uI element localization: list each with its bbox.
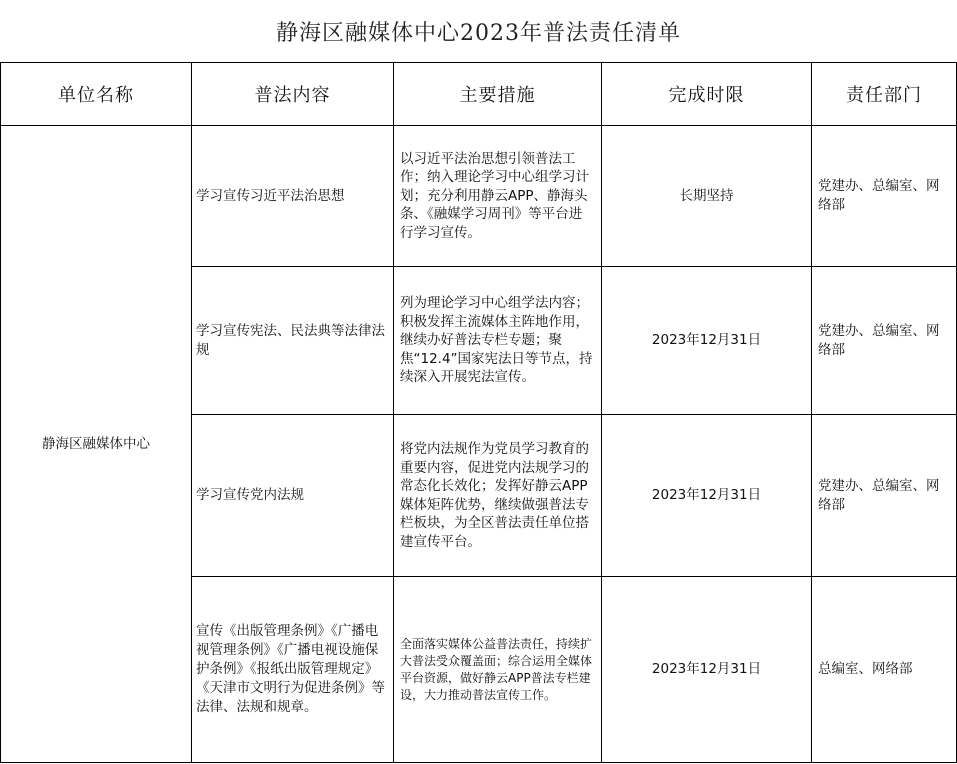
measures-cell: 列为理论学习中心组学法内容；积极发挥主流媒体主阵地作用，继续办好普法专栏专题；聚焦“12.4”国家宪法日等节点，持续深入开展宪法宣传。	[394, 267, 602, 415]
header-department: 责任部门	[812, 63, 957, 126]
header-measures: 主要措施	[394, 63, 602, 126]
document-title: 静海区融媒体中心2023年普法责任清单	[276, 20, 681, 46]
unit-name-cell: 静海区融媒体中心	[1, 126, 192, 763]
deadline-cell: 2023年12月31日	[602, 415, 812, 577]
table-row	[1, 126, 957, 267]
header-deadline: 完成时限	[602, 63, 812, 126]
department-cell: 总编室、网络部	[812, 577, 957, 763]
deadline-cell: 长期坚持	[602, 126, 812, 267]
responsibility-table	[0, 62, 957, 763]
content-cell: 学习宣传习近平法治思想	[192, 126, 394, 267]
deadline-cell: 2023年12月31日	[602, 267, 812, 415]
content-cell: 学习宣传党内法规	[192, 415, 394, 577]
content-cell: 学习宣传宪法、民法典等法律法规	[192, 267, 394, 415]
measures-cell: 全面落实媒体公益普法责任，持续扩大普法受众覆盖面；综合运用全媒体平台资源，做好静云APP普法专栏建设，大力推动普法宣传工作。	[394, 577, 602, 763]
header-content: 普法内容	[192, 63, 394, 126]
department-cell: 党建办、总编室、网络部	[812, 267, 957, 415]
measures-cell: 以习近平法治思想引领普法工作；纳入理论学习中心组学习计划；充分利用静云APP、静海头条、《融媒学习周刊》等平台进行学习宣传。	[394, 126, 602, 267]
content-cell: 宣传《出版管理条例》《广播电视管理条例》《广播电视设施保护条例》《报纸出版管理规定》《天津市文明行为促进条例》等法律、法规和规章。	[192, 577, 394, 763]
header-unit-name: 单位名称	[1, 63, 192, 126]
deadline-cell: 2023年12月31日	[602, 577, 812, 763]
measures-cell: 将党内法规作为党员学习教育的重要内容，促进党内法规学习的常态化长效化；发挥好静云APP媒体矩阵优势，继续做强普法专栏板块，为全区普法责任单位搭建宣传平台。	[394, 415, 602, 577]
department-cell: 党建办、总编室、网络部	[812, 126, 957, 267]
department-cell: 党建办、总编室、网络部	[812, 415, 957, 577]
header-row	[1, 63, 957, 126]
